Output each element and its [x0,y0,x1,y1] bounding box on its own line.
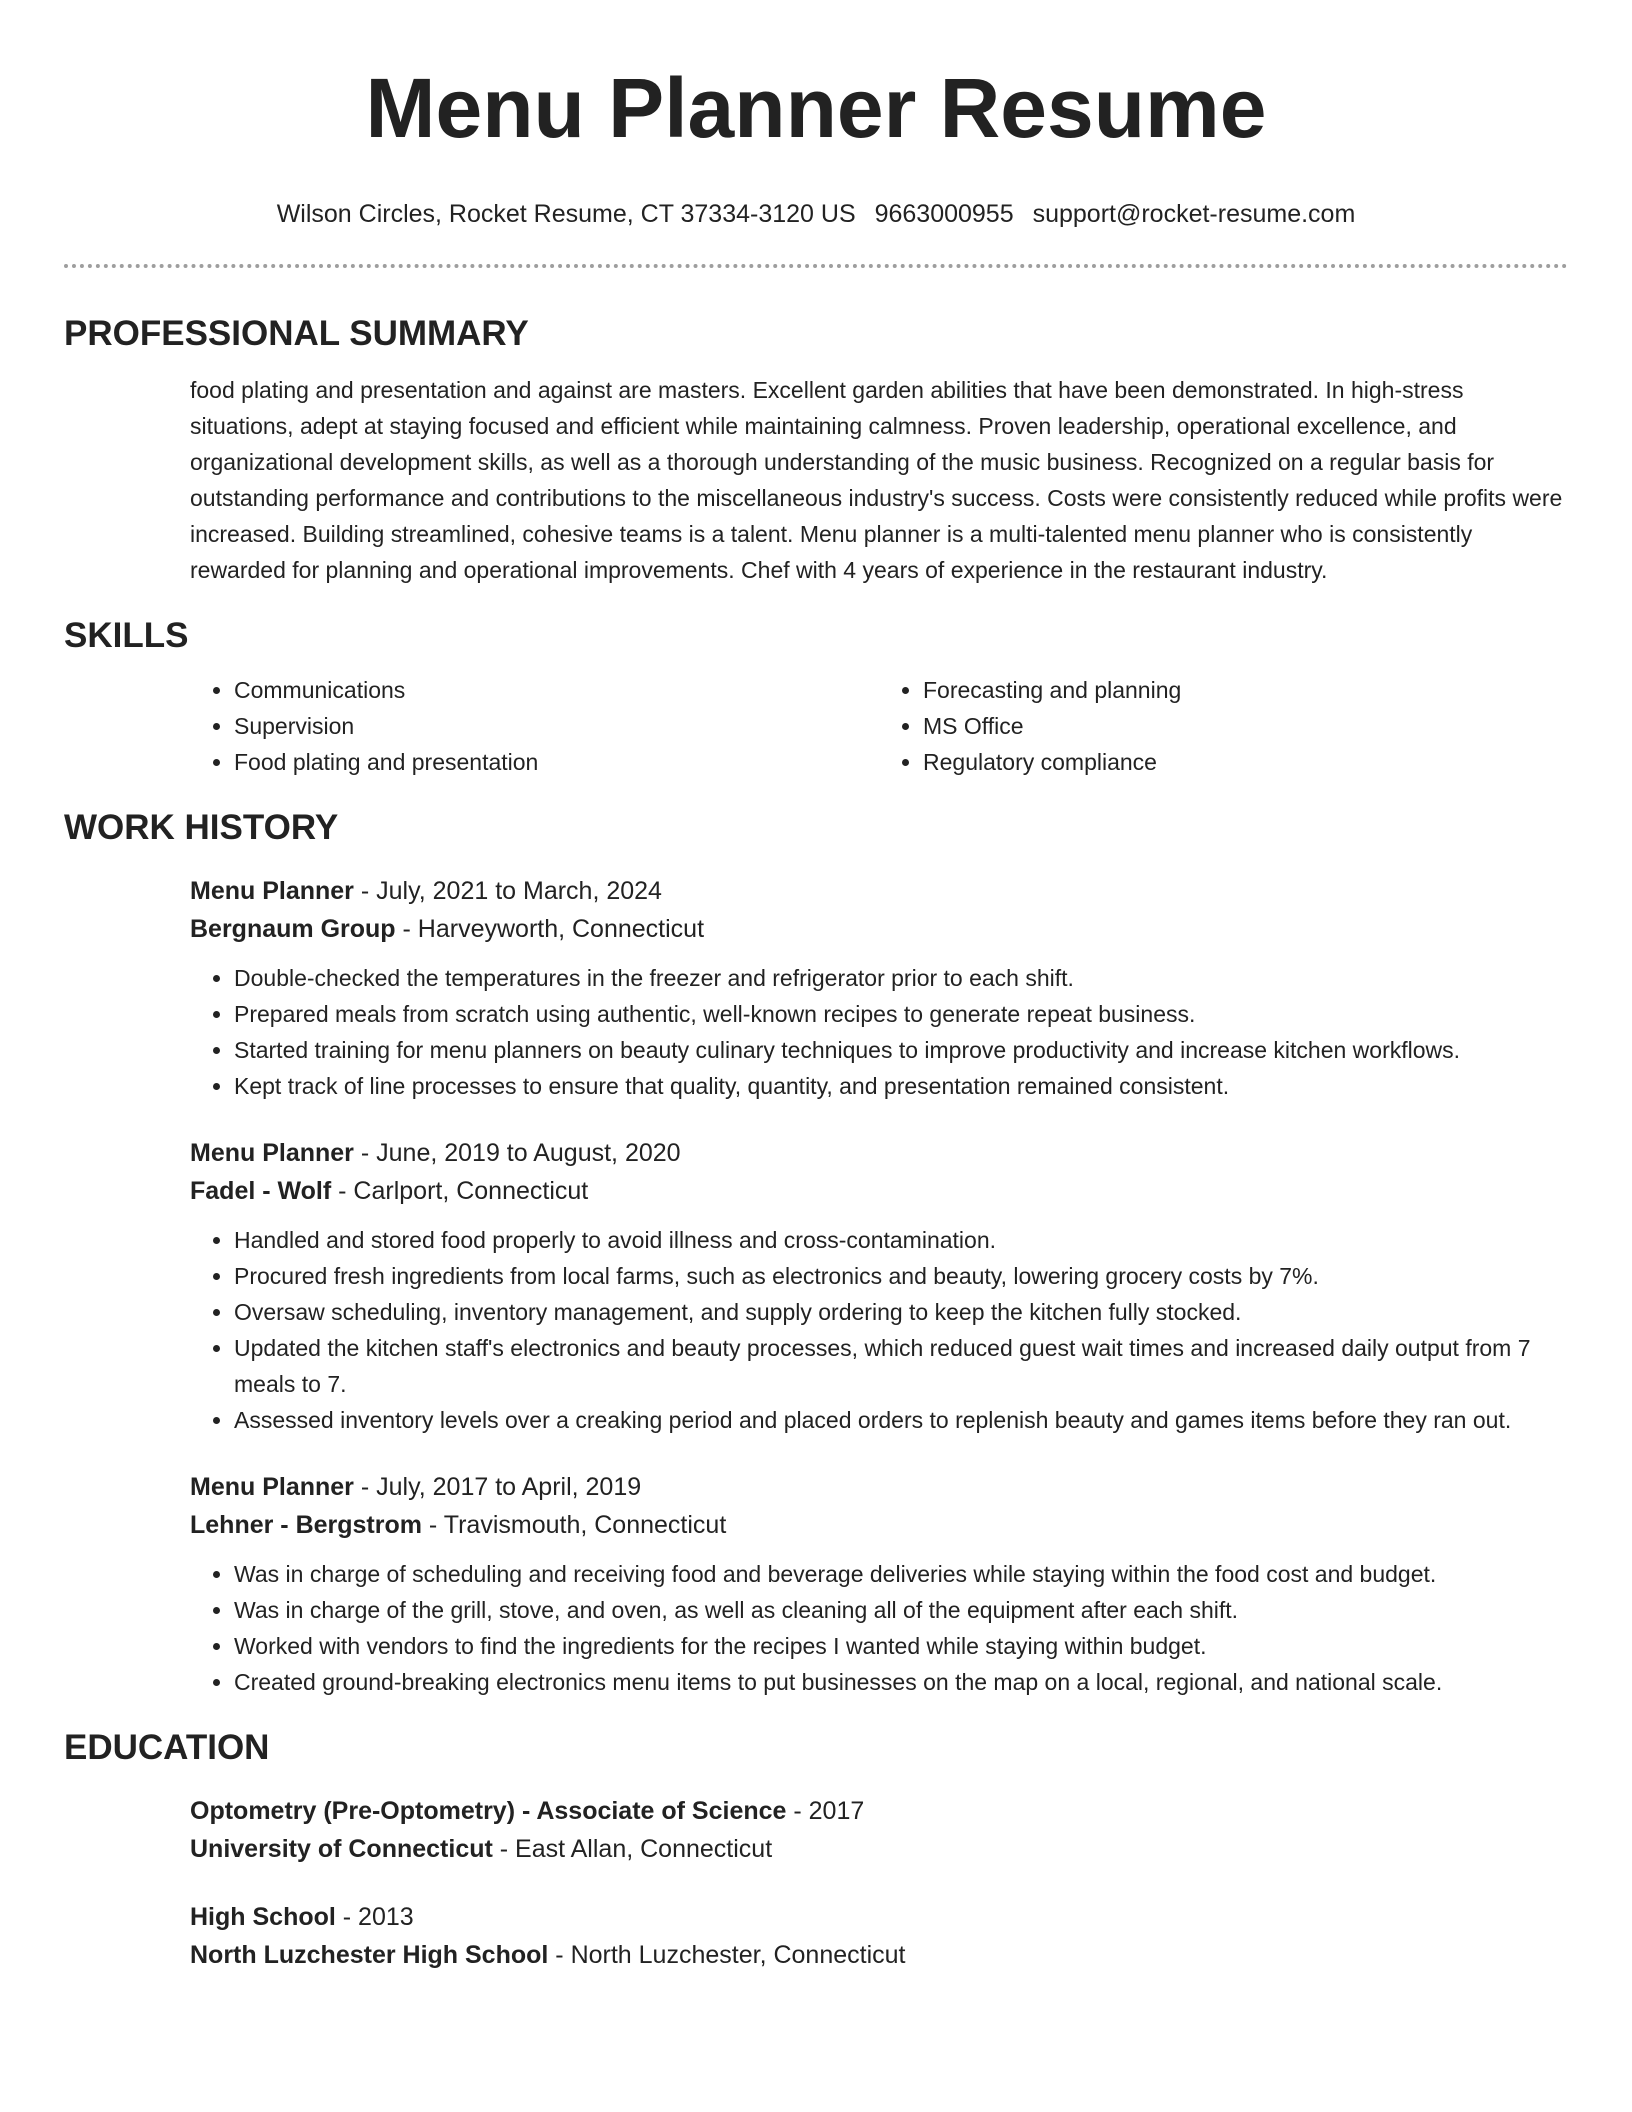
skill-item: • Food plating and presentation [234,744,879,780]
job-role: Menu Planner [190,877,354,905]
skill-item: • Communications [234,672,879,708]
job-bullet: • Assessed inventory levels over a creaking period and placed orders to replenish beauty and games items before they ran out. [234,1402,1568,1438]
job-bullet: • Oversaw scheduling, inventory management, and supply ordering to keep the kitchen fully stocked. [234,1294,1568,1330]
skills-column-left [190,672,879,780]
job-bullet: • Updated the kitchen staff's electronics and beauty processes, which reduced guest wait times and increased daily output from 7 meals to 7. [234,1330,1568,1402]
job-role-line [190,1468,1568,1506]
resume-page [64,0,1568,1974]
job-role-line [190,1134,1568,1172]
job-location: - Travismouth, Connecticut [421,1511,727,1539]
job-bullets [190,1556,1568,1700]
education-year: - 2017 [786,1797,865,1825]
contact-line [64,198,1568,230]
education-school-line [190,1936,1568,1974]
job-company: Fadel - Wolf [190,1177,332,1205]
contact-phone: 9663000955 [874,200,1014,228]
job-bullet: • Was in charge of scheduling and receiving food and beverage deliveries while staying within the food cost and budget. [234,1556,1568,1592]
skill-item: • Supervision [234,708,879,744]
job-bullet: • Procured fresh ingredients from local farms, such as electronics and beauty, lowering grocery costs by 7%. [234,1258,1568,1294]
job-company-line [190,910,1568,948]
education-school: University of Connecticut [190,1835,493,1863]
job-entry [190,872,1568,948]
education-entry [190,1898,1568,1974]
job-company: Lehner - Bergstrom [190,1511,422,1539]
job-dates: - July, 2017 to April, 2019 [353,1473,642,1501]
skill-item: • MS Office [923,708,1568,744]
job-company-line [190,1172,1568,1210]
summary-text: food plating and presentation and against are masters. Excellent garden abilities that have been demonstrated. In high-stress situations, adept at staying focused and efficient while maintaining calmness. Proven leadership, operational excellence, and organizational development skills, as well as a thorough understanding of the music business. Recognized on a regular basis for outstanding performance and contributions to the miscellaneous industry's success. Costs were consistently reduced while profits were increased. Building streamlined, cohesive teams is a talent. Menu planner is a multi-talented menu planner who is consistently rewarded for planning and operational improvements. Chef with 4 years of experience in the restaurant industry. [190,377,1563,583]
job-entry [190,1134,1568,1210]
education-degree: Optometry (Pre-Optometry) - Associate of Science [190,1797,787,1825]
skills-column-right [879,672,1568,780]
education-degree-line [190,1898,1568,1936]
job-bullet: • Started training for menu planners on beauty culinary techniques to improve productivity and increase kitchen workflows. [234,1032,1568,1068]
job-bullet: • Worked with vendors to find the ingredients for the recipes I wanted while staying within budget. [234,1628,1568,1664]
job-bullet: • Was in charge of the grill, stove, and oven, as well as cleaning all of the equipment after each shift. [234,1592,1568,1628]
header-divider [64,264,1568,268]
job-bullet: • Prepared meals from scratch using authentic, well-known recipes to generate repeat business. [234,996,1568,1032]
contact-address: Wilson Circles, Rocket Resume, CT 37334-3120 US [276,200,856,228]
job-entry [190,1468,1568,1544]
work-heading: WORK HISTORY [64,808,339,847]
job-company-line [190,1506,1568,1544]
summary-heading: PROFESSIONAL SUMMARY [64,314,529,353]
skill-item: • Forecasting and planning [923,672,1568,708]
skills-heading: SKILLS [64,616,189,655]
education-degree: High School [190,1903,336,1931]
job-role: Menu Planner [190,1473,354,1501]
job-location: - Carlport, Connecticut [331,1177,589,1205]
job-bullets [190,1222,1568,1438]
job-company: Bergnaum Group [190,915,396,943]
job-location: - Harveyworth, Connecticut [395,915,705,943]
education-location: - North Luzchester, Connecticut [548,1941,906,1969]
education-location: - East Allan, Connecticut [492,1835,773,1863]
education-school-line [190,1830,1568,1868]
contact-email: support@rocket-resume.com [1032,200,1356,228]
education-degree-line [190,1792,1568,1830]
job-role: Menu Planner [190,1139,354,1167]
education-year: - 2013 [335,1903,414,1931]
job-dates: - June, 2019 to August, 2020 [353,1139,681,1167]
job-bullets [190,960,1568,1104]
job-bullet: • Double-checked the temperatures in the freezer and refrigerator prior to each shift. [234,960,1568,996]
job-bullet: • Kept track of line processes to ensure that quality, quantity, and presentation remained consistent. [234,1068,1568,1104]
resume-name: Menu Planner Resume [365,61,1267,155]
job-bullet: • Handled and stored food properly to avoid illness and cross-contamination. [234,1222,1568,1258]
skills-list [190,672,1568,780]
skill-item: • Regulatory compliance [923,744,1568,780]
job-role-line [190,872,1568,910]
education-heading: EDUCATION [64,1728,270,1767]
education-school: North Luzchester High School [190,1941,549,1969]
job-dates: - July, 2021 to March, 2024 [353,877,662,905]
education-entry [190,1792,1568,1868]
job-bullet: • Created ground-breaking electronics menu items to put businesses on the map on a local, regional, and national scale. [234,1664,1568,1700]
